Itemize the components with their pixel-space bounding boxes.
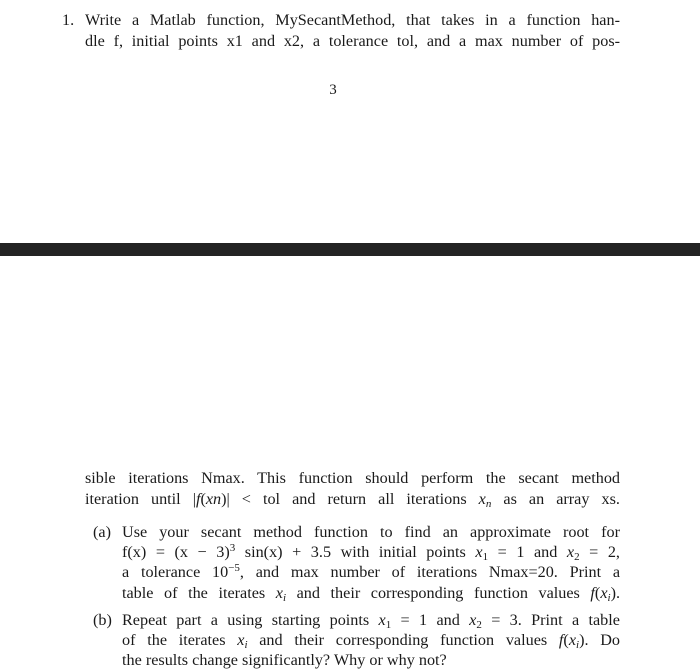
problem-text-line-1: Write a Matlab function, MySecantMethod, that takes in a function han- <box>85 11 620 29</box>
document-page-bottom <box>0 256 700 672</box>
page-divider <box>0 243 700 256</box>
page-number: 3 <box>329 82 337 98</box>
document-page-top <box>0 0 700 243</box>
problem-number: 1. <box>62 11 75 29</box>
intro-line-1: sible iterations Nmax. This function should perform the secant method <box>85 469 621 487</box>
part-a-line-4: table of the iterates $x_i$ and their corresponding function values $f(x_i)$. <box>122 584 620 604</box>
part-a-line-1: Use your secant method function to find an approximate root for <box>122 523 620 541</box>
part-a-line-2: $f(x) = (x - 3)^3$ sin(x) + 3.5 with initial points $x_1 = 1$ and $x_2 = 2$, <box>122 542 620 563</box>
part-b-line-2: of the iterates $x_i$ and their corresponding function values $f(x_i)$. Do <box>122 631 621 651</box>
problem-text-line-2: dle f, initial points x1 and x2, a tolerance tol, and a max number of pos- <box>85 32 621 50</box>
part-b-line-3: the results change significantly? Why or why not? <box>122 651 447 669</box>
part-a-label: (a) <box>93 523 111 541</box>
part-b-label: (b) <box>93 611 112 629</box>
part-a-line-3: a tolerance $10^{-5}$, and max number of iterations Nmax=20. Print a <box>122 562 621 581</box>
intro-line-2: iteration until |f(xn)| < tol and return all iterations $x_n$ as an array xs. <box>85 490 620 510</box>
part-b-line-1: Repeat part a using starting points $x_1 = 1$ and $x_2 = 3$. Print a table <box>122 611 620 631</box>
